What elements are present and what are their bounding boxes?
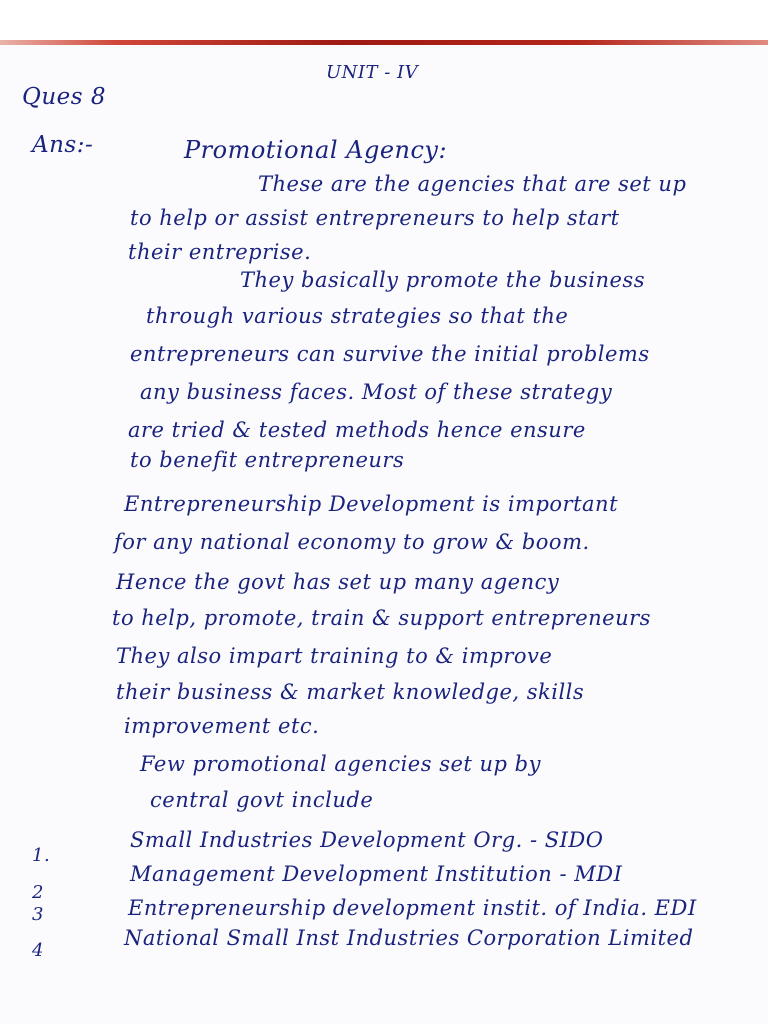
body-line: They basically promote the business (240, 268, 645, 292)
list-number: 1. (32, 845, 51, 866)
list-item: Entrepreneurship development instit. of India. EDI (128, 896, 697, 920)
body-line: entrepreneurs can survive the initial problems (130, 342, 650, 366)
list-number: 4 (32, 940, 44, 961)
list-item: National Small Inst Industries Corporation Limited (124, 926, 694, 950)
body-line: their business & market knowledge, skills (116, 680, 585, 704)
body-line: Few promotional agencies set up by (140, 752, 541, 776)
body-line: Entrepreneurship Development is important (124, 492, 619, 516)
list-number: 3 (32, 904, 44, 925)
question-label: Ques 8 (22, 84, 107, 110)
body-line: improvement etc. (124, 714, 320, 738)
unit-heading: UNIT - IV (326, 62, 419, 83)
body-line: Hence the govt has set up many agency (116, 570, 560, 594)
body-line: through various strategies so that the (146, 304, 569, 328)
body-line: These are the agencies that are set up (258, 172, 687, 196)
body-line: their entreprise. (128, 240, 312, 264)
list-number: 2 (32, 882, 44, 903)
list-item: Management Development Institution - MDI (130, 862, 623, 886)
answer-label: Ans:- (32, 132, 94, 158)
top-margin (0, 0, 768, 40)
topic-heading: Promotional Agency: (184, 136, 448, 164)
body-line: They also impart training to & improve (116, 644, 553, 668)
body-line: to benefit entrepreneurs (130, 448, 405, 472)
body-line: to help or assist entrepreneurs to help start (130, 206, 620, 230)
body-line: for any national economy to grow & boom. (114, 530, 590, 554)
list-item: Small Industries Development Org. - SIDO (130, 828, 604, 852)
body-line: are tried & tested methods hence ensure (128, 418, 586, 442)
body-line: any business faces. Most of these strategy (140, 380, 613, 404)
body-line: to help, promote, train & support entrepreneurs (112, 606, 651, 630)
body-line: central govt include (150, 788, 374, 812)
